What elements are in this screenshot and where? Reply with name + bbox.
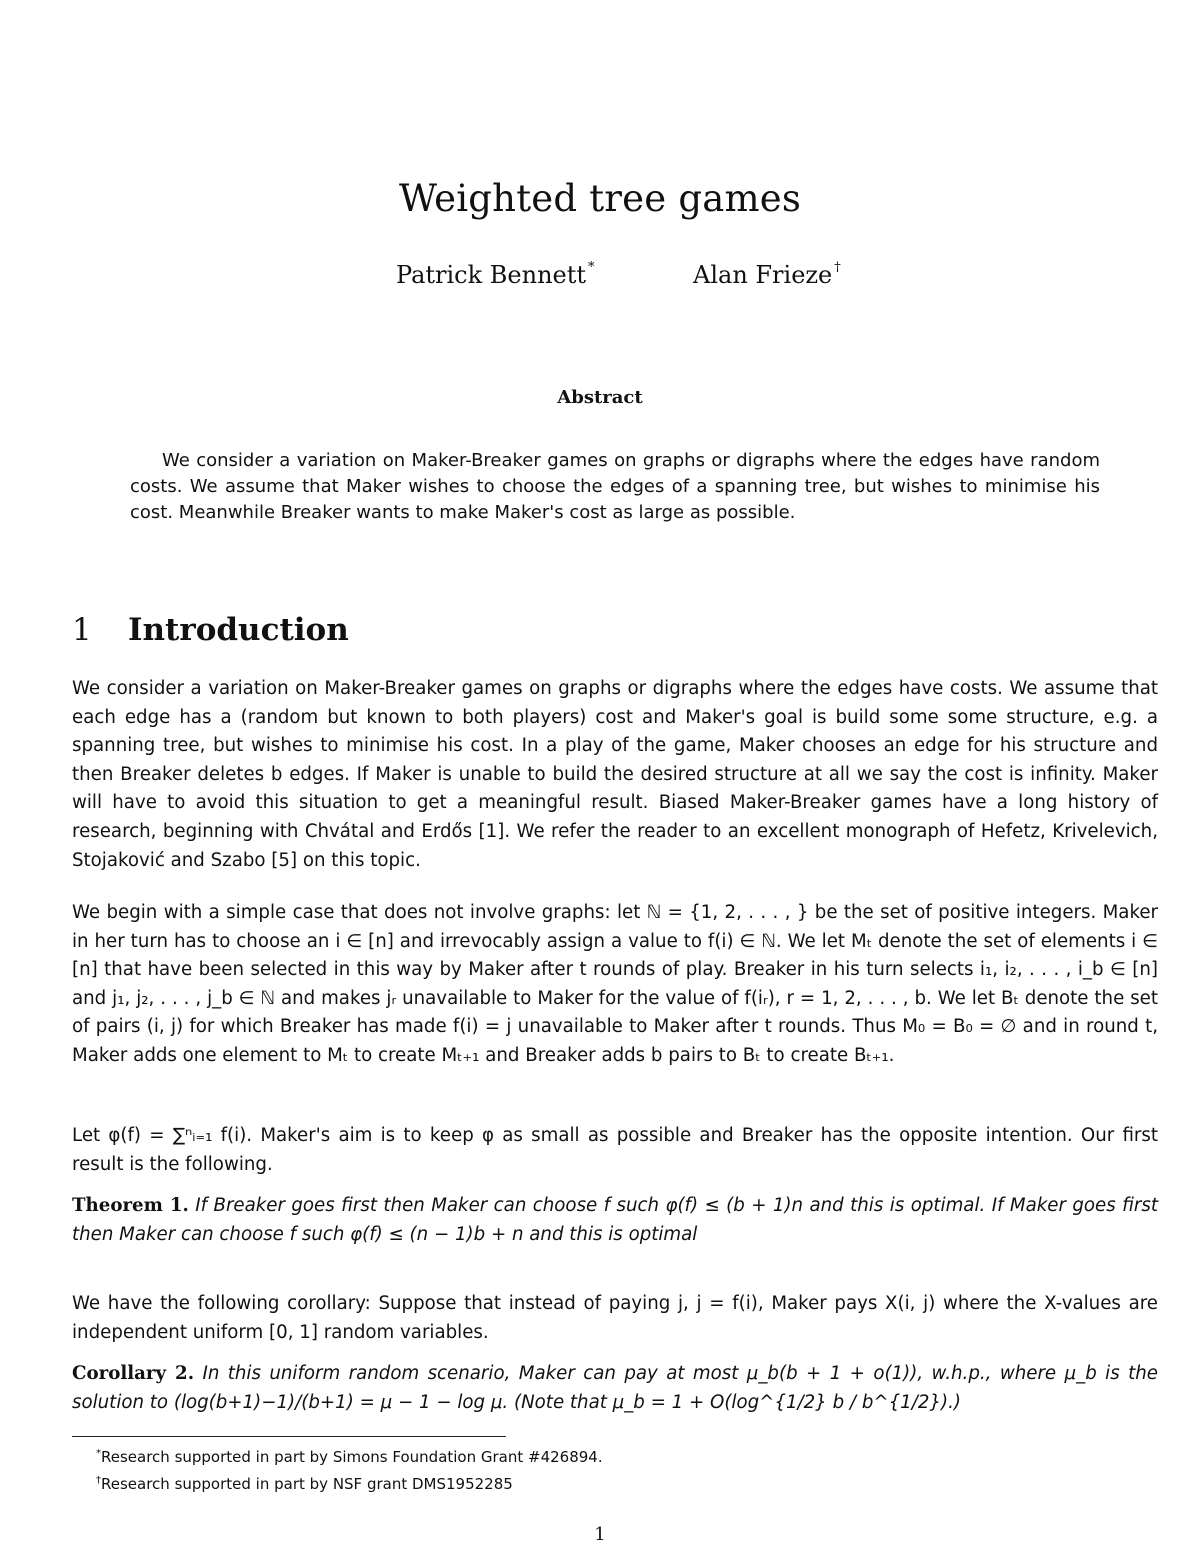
footnote-2-mark: † [96,1475,101,1486]
corollary-label: Corollary 2. [72,1363,195,1384]
paragraph-setup: We begin with a simple case that does not involve graphs: let ℕ = {1, 2, . . . , } be the set of positive integers. Maker in her turn has to choose an i ∈ [n] and irrevocably assign a value to f(i) ∈ ℕ. We let Mₜ denote the set of elements i ∈ [n] that have been selected in this way by Maker after t rounds of play. Breaker in his turn selects i₁, i₂, . . . , i_b ∈ [n] and j₁, j₂, . . . , j_b ∈ ℕ and makes jᵣ unavailable to Maker for the value of f(iᵣ), r = 1, 2, . . . , b. We let Bₜ denote the set of pairs (i, j) for which Breaker has made f(i) = j unavailable to Maker after t rounds. Thus M₀ = B₀ = ∅ and in round t, Maker adds one element to Mₜ to create Mₜ₊₁ and Breaker adds b pairs to Bₜ to create Bₜ₊₁. [72,902,1158,1066]
abstract-text: We consider a variation on Maker-Breaker games on graphs or digraphs where the edges have random costs. We assume that Maker wishes to choose the edges of a spanning tree, but wishes to minimise his cost. Meanwhile Breaker wants to make Maker's cost as large as possible. [130,450,1100,523]
footnote-2 [72,1469,1072,1496]
page-number: 1 [594,1524,606,1545]
footnote-2-text: Research supported in part by NSF grant DMS1952285 [101,1475,513,1493]
author-1-footnote-mark: * [588,260,595,275]
theorem-statement: If Breaker goes first then Maker can choose f such φ(f) ≤ (b + 1)n and this is optimal. If Maker goes first then Maker can choose f such φ(f) ≤ (n − 1)b + n and this is optimal [72,1195,1158,1245]
footnotes [72,1442,1072,1496]
corollary-2 [72,1360,1158,1417]
footnote-1 [72,1442,1072,1469]
section-title: Introduction [128,611,349,648]
author-2 [693,260,841,289]
corollary-statement: In this uniform random scenario, Maker can pay at most μ_b(b + 1 + o(1)), w.h.p., where μ_b is the solution to (log(b+1)−1)/(b+1) = μ − 1 − log μ. (Note that μ_b = 1 + O(log^{1/2} b / b^{1/2}).) [72,1363,1158,1413]
author-2-name: Alan Frieze [693,261,833,289]
paragraph-intro: We consider a variation on Maker-Breaker games on graphs or digraphs where the edges have costs. We assume that each edge has a (random but known to both players) cost and Maker's goal is build some some structure, e.g. a spanning tree, but wishes to minimise his cost. In a play of the game, Maker chooses an edge for his structure and then Breaker deletes b edges. If Maker is unable to build the desired structure at all we say the cost is infinity. Maker will have to avoid this situation to get a meaningful result. Biased Maker-Breaker games have a long history of research, beginning with Chvátal and Erdős [1]. We refer the reader to an excellent monograph of Hefetz, Krivelevich, Stojaković and Szabo [5] on this topic. [72,678,1158,871]
section-number: 1 [72,611,92,648]
author-1-name: Patrick Bennett [396,261,587,289]
author-1 [396,260,595,289]
theorem-1 [72,1192,1158,1249]
paragraph-corollary-intro: We have the following corollary: Suppose that instead of paying j, j = f(i), Maker pays X(i, j) where the X-values are independent uniform [0, 1] random variables. [72,1293,1158,1343]
abstract-heading: Abstract [557,387,643,408]
paragraph-objective: Let φ(f) = ∑ⁿᵢ₌₁ f(i). Maker's aim is to keep φ as small as possible and Breaker has the opposite intention. Our first result is the following. [72,1125,1158,1175]
footnote-1-mark: * [96,1448,101,1459]
theorem-label: Theorem 1. [72,1195,189,1216]
section-heading [72,612,349,648]
author-2-footnote-mark: † [834,260,841,275]
footnote-divider [72,1436,506,1437]
footnote-1-text: Research supported in part by Simons Foundation Grant #426894. [101,1448,603,1466]
paper-title: Weighted tree games [398,176,802,220]
